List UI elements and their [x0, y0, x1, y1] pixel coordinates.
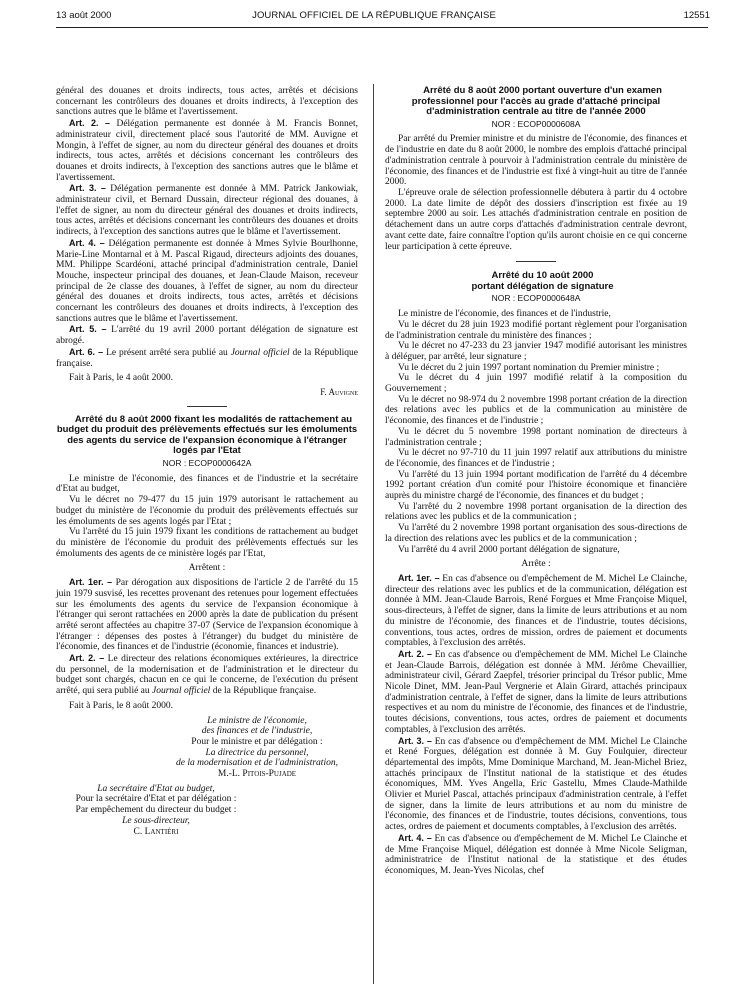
article-label: Art. 2. – [69, 118, 111, 129]
sig-line: des finances et de l'industrie, [201, 726, 313, 737]
sig-line: La directrice du personnel, [205, 747, 309, 758]
article-text: Délégation permanente est donnée à MM. Patrick Jankowiak, administrateur civil, et Bernard Dussain, directeur régional des douanes, à l'effet de signer, au nom du directeur général des douanes et droits indirects, tous actes, arrêtés et décisions concernant les contrôleurs des douanes et droits indirects, à l'exception des sanctions autres que le blâme et l'avertissement. [56, 184, 359, 238]
article-6 [56, 347, 358, 369]
article-1 [385, 573, 687, 649]
article-1 [56, 577, 358, 653]
sig-line: Par empêchement du directeur du budget : [75, 805, 237, 816]
header-journal-title: JOURNAL OFFICIEL DE LA RÉPUBLIQUE FRANÇAISE [252, 10, 496, 21]
sig-line: Le sous-directeur, [122, 815, 190, 826]
paragraph: L'épreuve orale de sélection professionnelle débutera à partir du 4 octobre 2000. La date limite de dépôt des dossiers d'inscription est fixée au 19 septembre 2000 au soir. Les attachés d'administration centrale en position de détachement dans un autre corps d'attachés d'administration centrale devront, avant cette date, faire connaître l'option qu'ils auront choisie en ce qui concerne leur participation à cette épreuve. [385, 188, 687, 252]
article-text: En cas d'absence ou d'empêchement de M. Michel Le Clainche et de Mme Françoise Miquel, délégation est donnée à Mme Nicole Seligman, administratrice de l'Institut national de la statistique et des études économiques, M. Jean-Yves Nicolas, chef [385, 833, 687, 876]
paragraph: Vu le décret du 5 novembre 1998 portant nomination de directeurs à l'administration centrale ; [385, 426, 687, 448]
article-4 [56, 238, 358, 325]
header-rule [56, 27, 708, 28]
article-3 [385, 736, 687, 833]
paragraph: Par arrêté du Premier ministre et du ministre de l'économie, des finances et de l'industrie en date du 8 août 2000, le nombre des emplois d'attaché principal d'administration centrale à pourvoir à l'administration centrale du ministère de l'économie, des finances et de l'industrie est fixé à vingt-huit au titre de l'année 2000. [385, 134, 687, 188]
signatory: F. Auvigne [320, 386, 358, 397]
journal-reference: Journal officiel [230, 347, 290, 358]
column-divider [373, 84, 374, 984]
sig-line: Pour la secrétaire d'Etat et par délégation : [75, 794, 237, 805]
article-label: Art. 1er. – [69, 577, 113, 588]
paragraph: Vu le décret du 2 juin 1997 portant nomination du Premier ministre ; [398, 362, 660, 373]
paragraph: général des douanes et droits indirects, tous actes, arrêtés et décisions concernant les contrôleurs des douanes et droits indirects, à l'exception des sanctions autres que le blâme et l'avertissement. [56, 86, 358, 118]
article-2 [56, 118, 358, 183]
paragraph: Vu l'arrêté du 15 juin 1979 fixant les conditions de rattachement au budget du ministère de l'économie du produit des prélèvements effectués sur les émoluments des agents de ce ministère logés par l'Etat, [56, 527, 358, 559]
article-text: Délégation permanente est donnée à M. Francis Bonnet, administrateur civil, directement placé sous l'autorité de MM. Auvigne et Mongin, à l'effet de signer, au nom du directeur général des douanes et droits indirects, tous actes, arrêtés et décisions concernant les contrôleurs des douanes et droits indirects, à l'exception des sanctions autres que le blâme et l'avertissement. [56, 119, 359, 183]
article-label: Art. 4. – [398, 832, 432, 843]
signature-block-2 [56, 784, 256, 838]
paragraph: Vu le décret du 4 juin 1997 modifié relatif à la composition du Gouvernement ; [385, 373, 687, 395]
sig-name: C. Lantiéri [133, 826, 179, 837]
sig-line: La secrétaire d'Etat au budget, [97, 783, 215, 794]
paragraph: Le ministre de l'économie, des finances et de l'industrie et la secrétaire d'Etat au budget, [56, 473, 358, 495]
arretent-heading: Arrêtent : [188, 563, 226, 574]
paragraph: Vu l'arrêté du 4 avril 2000 portant délégation de signature, [398, 544, 620, 555]
article-text: En cas d'absence ou d'empêchement de MM. Michel Le Clainche et Jean-Claude Barrois, délégation est donnée à MM. Jérôme Chevaillier, administrateur civil, Gérard Zaepfel, trésorier principal du Trésor public, Mme Nicole Dinet, MM. Jean-Paul Vergnerie et Alain Girard, attachés principaux d'administration centrale, à l'effet de signer, dans la limite de leurs attributions respectives et au nom du ministre de l'économie, des finances et de l'industrie, toutes décisions, conventions, tous actes, ordres de paiement et documents comptables, à l'exclusion des arrêtés. [385, 649, 688, 735]
article-text-end: de la République française. [210, 686, 317, 697]
running-header [0, 10, 748, 26]
article-label: Art. 3. – [69, 183, 106, 194]
right-column [385, 86, 687, 877]
signed-at: Fait à Paris, le 8 août 2000. [69, 700, 173, 711]
left-column [56, 86, 358, 837]
paragraph: Vu l'arrêté du 13 juin 1994 portant modification de l'arrêté du 4 décembre 1992 portant création d'un comité pour l'histoire économique et financière auprès du ministre chargé de l'économie, des finances et du budget ; [385, 469, 687, 502]
article-label: Art. 3. – [398, 735, 432, 746]
sig-line: de la modernisation et de l'administration, [176, 758, 338, 769]
article-text: En cas d'absence ou d'empêchement de M. Michel Le Clainche, directeur des relations avec les publics et de la communication, délégation est donnée à MM. Jean-Claude Barrois, René Forgues et Mme Françoise Miquel, sous-directeurs, à l'effet de signer, dans la limite de leurs attributions et au nom du ministre de l'économie, des finances et de l'industrie, toutes décisions, conventions, tous actes, ordres de mission, ordres de paiement et documents comptables, à l'exclusion des arrêtés. [385, 573, 688, 649]
article-text-end: de la République française. [56, 347, 359, 369]
signature-block-1 [156, 716, 358, 780]
decree-subtitle: portant délégation de signature [471, 280, 614, 292]
paragraph: Vu le décret no 47-233 du 23 janvier 1947 modifié autorisant les ministres à déléguer, par arrêté, leur signature ; [385, 341, 687, 362]
article-label: Art. 2. – [398, 648, 432, 659]
header-page-number: 12551 [683, 10, 710, 21]
article-5 [56, 324, 358, 346]
article-text: En cas d'absence ou d'empêchement de MM. Michel Le Clainche et René Forgues, délégation est donnée à M. Guy Foulquier, directeur départemental des impôts, Mme Dominique Marchand, M. Jean-Michel Briez, attachés principaux de l'Institut national de la statistique et des études économiques, MM. Yves Angella, Eric Gastellu, Mmes Claude-Mathilde Olivier et Muriel Pascal, attachés principaux d'administration centrale, à l'effet de signer, dans la limite de leurs attributions et au nom du ministre de l'économie, des finances et de l'industrie, toutes décisions, conventions, tous actes, ordres de paiement et documents comptables, à l'exclusion des arrêtés. [385, 736, 688, 833]
article-label: Art. 6. – [69, 346, 104, 357]
paragraph: Vu le décret no 97-710 du 11 juin 1997 relatif aux attributions du ministre de l'économie, des finances et de l'industrie ; [385, 448, 687, 469]
paragraph: Vu l'arrêté du 2 novembre 1998 portant organisation de la direction des relations avec les publics et de la communication ; [385, 501, 687, 523]
sig-line: Le ministre de l'économie, [207, 715, 307, 726]
paragraph: Vu le décret no 98-974 du 2 novembre 1998 portant création de la direction des relations avec les publics et de la communication au ministère de l'économie, des finances et de l'industrie ; [385, 394, 687, 427]
article-text: Par dérogation aux dispositions de l'article 2 de l'arrêté du 15 juin 1979 susvisé, les recettes provenant des retenues pour logement effectuées sur les émoluments des agents du service de l'expansion économique à l'étranger qui seront rattachées en 2000 après la date de publication du présent arrêté seront affectées au chapitre 37-07 (Service de l'expansion économique à l'étranger : dépenses des postes à l'étranger) du budget du ministère de l'économie, des finances et de l'industrie (économie, finances et industrie). [56, 578, 359, 653]
journal-reference: Journal officiel [152, 686, 211, 697]
article-text: Le directeur des relations économiques extérieures, la directrice du personnel, de la modernisation et de l'administration et le directeur du budget sont chargés, chacun en ce qui le concerne, de l'exécution du présent arrêté, qui sera publié au [56, 654, 358, 697]
article-text: L'arrêté du 19 avril 2000 portant délégation de signature est abrogé. [56, 325, 359, 347]
header-date: 13 août 2000 [56, 10, 112, 21]
paragraph: Vu le décret no 79-477 du 15 juin 1979 autorisant le rattachement au budget du ministère de l'économie du produit des prélèvements effectués sur les émoluments de ses agents logés par l'Etat ; [56, 495, 358, 527]
section-separator [516, 261, 556, 262]
paragraph: Le ministre de l'économie, des finances et de l'industrie, [398, 309, 611, 320]
arrete-heading: Arrête : [521, 559, 551, 570]
article-text: Délégation permanente est donnée à Mmes Sylvie Bourlhonne, Marie-Line Montarnal et à M. Pascal Rigaud, directeurs adjoints des douanes, MM. Philippe Scardéoni, attaché principal d'administration centrale, Daniel Mouche, inspecteur principal des douanes, et Jean-Claude Maison, receveur principal de 2e classe des douanes, à l'effet de signer, au nom du directeur général des douanes et droits indirects, tous actes, arrêtés et décisions concernant les contrôleurs des douanes et droits indirects, à l'exception des sanctions autres que le blâme et l'avertissement. [56, 238, 358, 324]
article-label: Art. 1er. – [398, 572, 440, 583]
article-3 [56, 183, 358, 238]
sig-line: Pour le ministre et par délégation : [191, 736, 323, 747]
nor-reference: NOR : ECOP0000642A [162, 458, 252, 469]
article-2b [56, 653, 358, 697]
signed-at: Fait à Paris, le 4 août 2000. [69, 373, 173, 384]
sig-name: M.-L. Pitois-Pujade [217, 769, 297, 780]
article-label: Art. 4. – [69, 237, 105, 248]
article-4 [385, 833, 687, 877]
decree-title: Arrêté du 8 août 2000 fixant les modalités de rattachement au budget du produit des prélèvements effectués sur les émoluments des agents du service de l'expansion économique à l'étranger logés par l'Etat [56, 413, 358, 457]
decree-title: Arrêté du 8 août 2000 portant ouverture d'un examen professionnel pour l'accès au grade d'attaché principal d'administration centrale au titre de l'année 2000 [411, 85, 662, 118]
article-2 [385, 649, 687, 736]
paragraph: Vu l'arrêté du 2 novembre 1998 portant organisation des sous-directions de la direction des relations avec les publics et de la communication ; [385, 523, 687, 544]
decree-title: Arrêté du 10 août 2000 [491, 270, 594, 282]
paragraph: Vu le décret du 28 juin 1923 modifié portant règlement pour l'organisation de l'administration centrale du ministère des finances ; [385, 319, 687, 341]
article-label: Art. 5. – [69, 324, 107, 335]
article-label: Art. 2. – [69, 653, 105, 664]
article-text: Le présent arrêté sera publié au [106, 347, 231, 358]
section-separator [187, 406, 227, 407]
nor-reference: NOR : ECOP0000608A [491, 118, 581, 129]
nor-reference: NOR : ECOP0000648A [491, 293, 581, 304]
